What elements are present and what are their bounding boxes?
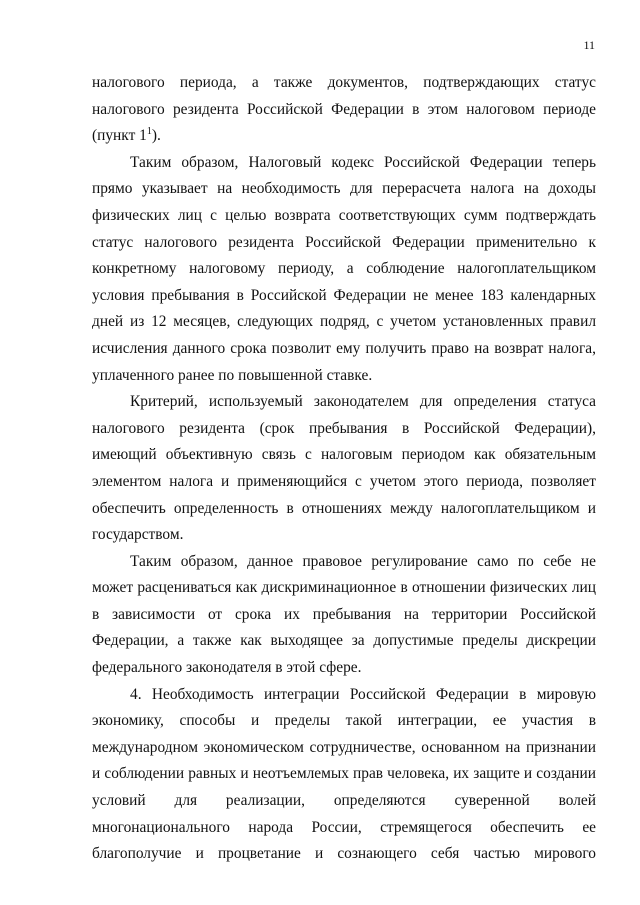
paragraph-text: налогового периода, а также документов, подтверждающих статус налогового резидента Российской Федерации в этом налоговом периоде (пункт 1 xyxy=(92,74,596,145)
paragraph-text-end: ). xyxy=(151,127,161,145)
paragraph: 4. Необходимость интеграции Российской Федерации в мировую экономику, способы и пределы такой интеграции, ее участия в международном экономическом сотрудничестве, основанном на признании и соблюдении равных и неотъемлемых прав человека, их защите и создании условий для реализации, определяются суверенной волей многонационального народа России, стремящегося обеспечить ее благополучие и процветание и сознающего себя частью мирового xyxy=(92,685,596,863)
document-body xyxy=(92,70,596,868)
paragraph: Таким образом, Налоговый кодекс Российской Федерации теперь прямо указывает на необходимость для перерасчета налога на доходы физических лиц с целью возврата соответствующих сумм подтверждать статус налогового резидента Российской Федерации применительно к конкретному налоговому периоду, а соблюдение налогоплательщиком условия пребывания в Российской Федерации не менее 183 календарных дней из 12 месяцев, следующих подряд, с учетом установленных правил исчисления данного срока позволит ему получить право на возврат налога, уплаченного ранее по повышенной ставке. xyxy=(92,153,596,384)
page-number: 11 xyxy=(583,38,595,52)
footnote-superscript: 1 xyxy=(146,126,152,138)
paragraph: Таким образом, данное правовое регулирование само по себе не может расцениваться как дискриминационное в отношении физических лиц в зависимости от срока их пребывания на территории Российской Федерации, а также как выходящее за допустимые пределы дискреции федерального законодателя в этой сфере. xyxy=(92,552,596,677)
paragraph-continued xyxy=(92,70,596,150)
paragraph: Критерий, используемый законодателем для определения статуса налогового резидента (срок пребывания в Российской Федерации), имеющий объективную связь с налоговым периодом как обязательным элементом налога и применяющийся с учетом этого периода, позволяет обеспечить определенность в отношениях между налогоплательщиком и государством. xyxy=(92,393,596,544)
